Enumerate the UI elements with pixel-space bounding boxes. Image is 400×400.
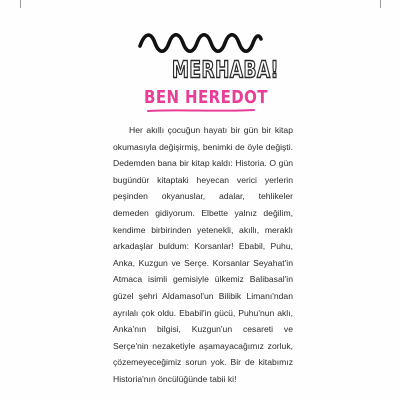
crop-mark-right	[380, 0, 381, 8]
squiggle-line	[137, 30, 263, 56]
crop-mark-left	[20, 0, 21, 8]
page-subtitle: BEN HEREDOT	[144, 86, 268, 108]
body-text	[113, 122, 293, 388]
body-paragraph: Her akıllı çocuğun hayatı bir gün bir kitap okumasıyla değişirmiş, benimki de öyle değişti. Dedemden bana bir kitap kaldı: Historia. O gün bugündür kitaptaki heyecan verici yerlerin peşinden okyanuslar, adalar, tehlikeler demeden gidiyorum. Elbette yalnız değilim, kendime birbirinden yetenekli, akıllı, meraklı arkadaşlar buldum: Korsanlar! Ebabil, Puhu, Anka, Kuzgun ve Serçe. Korsanlar Seyahat'in Atmaca isimli gemisiyle ülkemiz Balibasal'in güzel şehri Aldamasol'un Bilibik Limanı'ndan ayrılalı çok oldu. Ebabil'in gücü, Puhu'nun aklı, Anka'nın bilgisi, Kuzgun'un cesareti ve Serçe'nin nezaketiyle aşamayacağımız zorluk, çözemeyeceğimiz sorun yok. Bir de kitabımız Historia'nın öncülüğünde tabii ki!	[113, 125, 293, 384]
page-title: MERHABA!	[172, 57, 279, 85]
pink-underline	[147, 108, 255, 113]
